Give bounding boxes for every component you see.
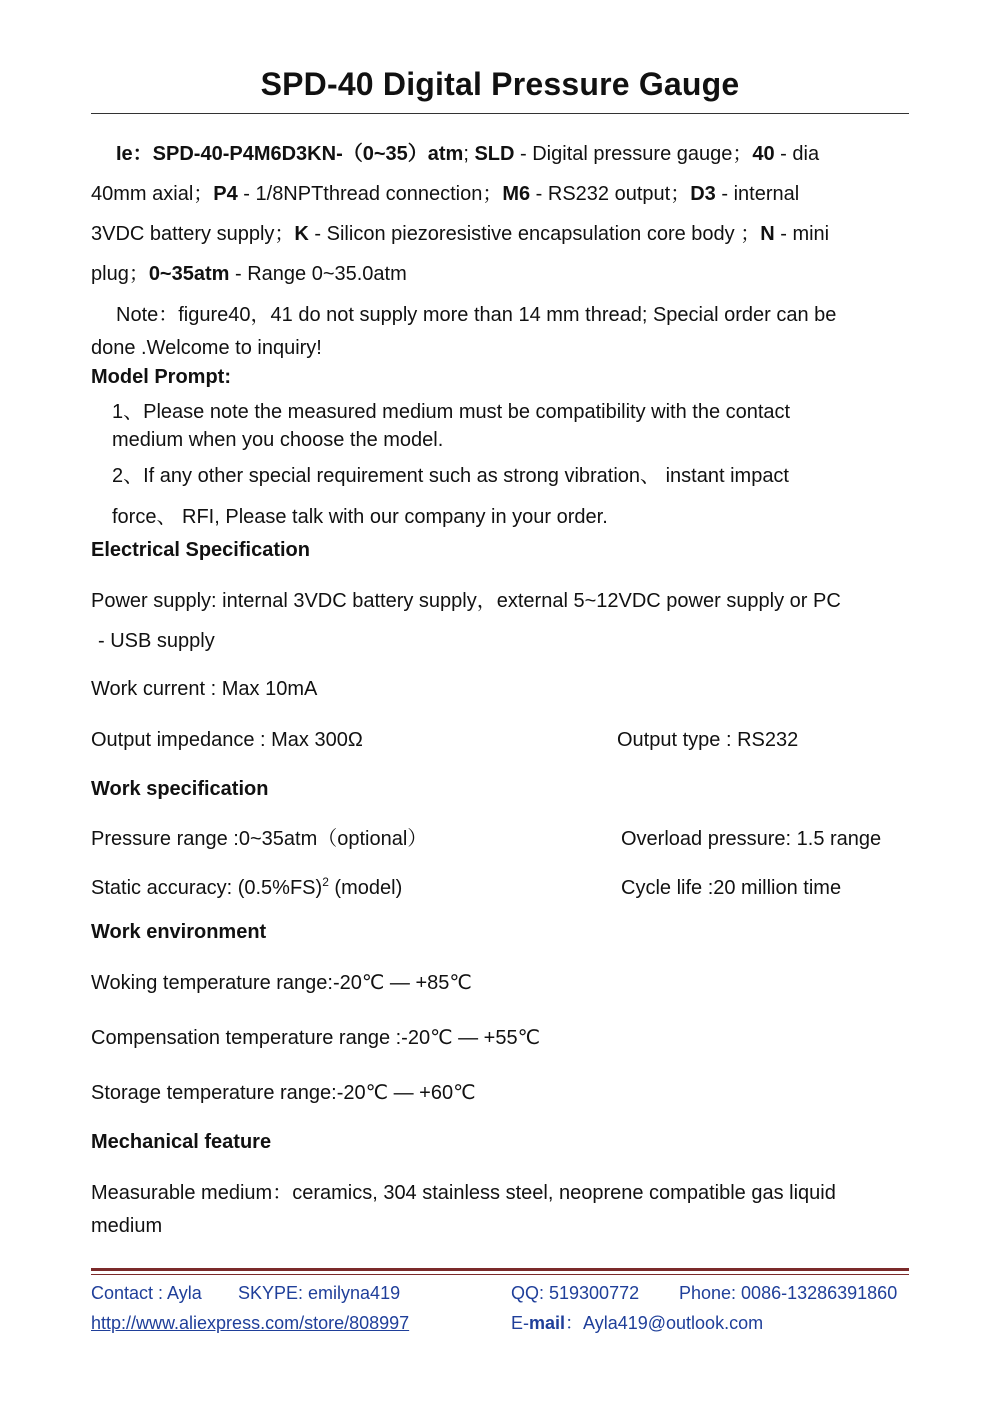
- intro-text: ;: [463, 143, 475, 165]
- mechanical-heading: Mechanical feature: [91, 1131, 272, 1153]
- intro-key-m6: M6: [502, 183, 531, 205]
- working-temperature: Woking temperature range:-20℃ — +85℃: [91, 972, 472, 994]
- power-supply-line-2: - USB supply: [98, 630, 215, 652]
- static-accuracy-text: Static accuracy: (0.5%FS): [91, 877, 323, 899]
- prompt-item-2-line-2: force、 RFI, Please talk with our company in your order.: [112, 506, 608, 528]
- footer-skype: SKYPE: emilyna419: [238, 1283, 401, 1303]
- email-label: mail: [529, 1313, 566, 1333]
- measurable-medium-line-2: medium: [91, 1215, 163, 1237]
- cycle-life: Cycle life :20 million time: [621, 877, 842, 899]
- intro-line-1: [116, 142, 819, 166]
- title-divider: [91, 113, 909, 114]
- intro-line-4: [91, 262, 407, 286]
- work-current: Work current : Max 10mA: [91, 678, 318, 700]
- intro-text: - internal: [715, 183, 800, 205]
- footer-store-link[interactable]: http://www.aliexpress.com/store/808997: [91, 1313, 410, 1333]
- compensation-temperature: Compensation temperature range :-20℃ — +55℃: [91, 1027, 541, 1049]
- intro-text: - mini: [774, 223, 830, 245]
- prompt-item-1-line-2: medium when you choose the model.: [112, 429, 444, 451]
- intro-text: - 1/8NPTthread connection；: [237, 183, 503, 205]
- intro-line-3: [91, 222, 829, 246]
- static-accuracy: [91, 876, 402, 900]
- work-env-heading: Work environment: [91, 921, 267, 943]
- note-line-2: done .Welcome to inquiry!: [91, 337, 322, 359]
- work-spec-heading: Work specification: [91, 778, 269, 800]
- footer-qq: QQ: 519300772: [511, 1283, 640, 1303]
- intro-text: - dia: [774, 143, 820, 165]
- intro-text: - Silicon piezoresistive encapsulation core body ；: [308, 223, 761, 245]
- intro-line-2: [91, 182, 799, 206]
- intro-key-sld: SLD: [474, 143, 515, 165]
- intro-key-d3: D3: [690, 183, 716, 205]
- intro-key-p4: P4: [213, 183, 238, 205]
- prompt-item-1-line-1: 1、Please note the measured medium must be compatibility with the contact: [112, 401, 791, 423]
- prompt-item-2-line-1: 2、If any other special requirement such as strong vibration、 instant impact: [112, 465, 789, 487]
- email-address: ：Ayla419@outlook.com: [565, 1313, 764, 1333]
- intro-text: - RS232 output；: [530, 183, 691, 205]
- static-accuracy-tail: (model): [328, 877, 403, 899]
- measurable-medium-line-1: Measurable medium：ceramics, 304 stainless steel, neoprene compatible gas liquid: [91, 1182, 836, 1204]
- electrical-heading: Electrical Specification: [91, 539, 310, 561]
- intro-text: 40mm axial；: [91, 183, 214, 205]
- intro-key-range: 0~35atm: [148, 263, 230, 285]
- email-prefix: E-: [511, 1313, 529, 1333]
- output-type: Output type : RS232: [617, 729, 799, 751]
- footer-divider-thin: [91, 1274, 909, 1275]
- intro-text: 3VDC battery supply；: [91, 223, 295, 245]
- intro-text: - Range 0~35.0atm: [229, 263, 407, 285]
- power-supply-line-1: Power supply: internal 3VDC battery supply，external 5~12VDC power supply or PC: [91, 590, 841, 612]
- model-prompt-heading: Model Prompt:: [91, 366, 231, 388]
- intro-key-k: K: [294, 223, 309, 245]
- note-line-1: Note：figure40，41 do not supply more than 14 mm thread; Special order can be: [116, 304, 837, 326]
- pressure-range: Pressure range :0~35atm（optional）: [91, 828, 428, 850]
- intro-key-n: N: [760, 223, 775, 245]
- intro-text: - Digital pressure gauge；: [514, 143, 753, 165]
- footer-email[interactable]: [511, 1312, 763, 1334]
- storage-temperature: Storage temperature range:-20℃ — +60℃: [91, 1082, 476, 1104]
- output-impedance: Output impedance : Max 300Ω: [91, 729, 363, 751]
- footer-divider-thick: [91, 1268, 909, 1271]
- overload-pressure: Overload pressure: 1.5 range: [621, 828, 882, 850]
- page-title: SPD-40 Digital Pressure Gauge: [260, 66, 740, 102]
- intro-key-40: 40: [752, 143, 775, 165]
- intro-text: plug；: [91, 263, 149, 285]
- footer-contact: Contact : Ayla: [91, 1283, 202, 1303]
- static-accuracy-superscript: 2: [322, 875, 329, 889]
- model-code: Ie：SPD-40-P4M6D3KN-（0~35）atm: [116, 143, 464, 165]
- footer-phone: Phone: 0086-13286391860: [679, 1283, 898, 1303]
